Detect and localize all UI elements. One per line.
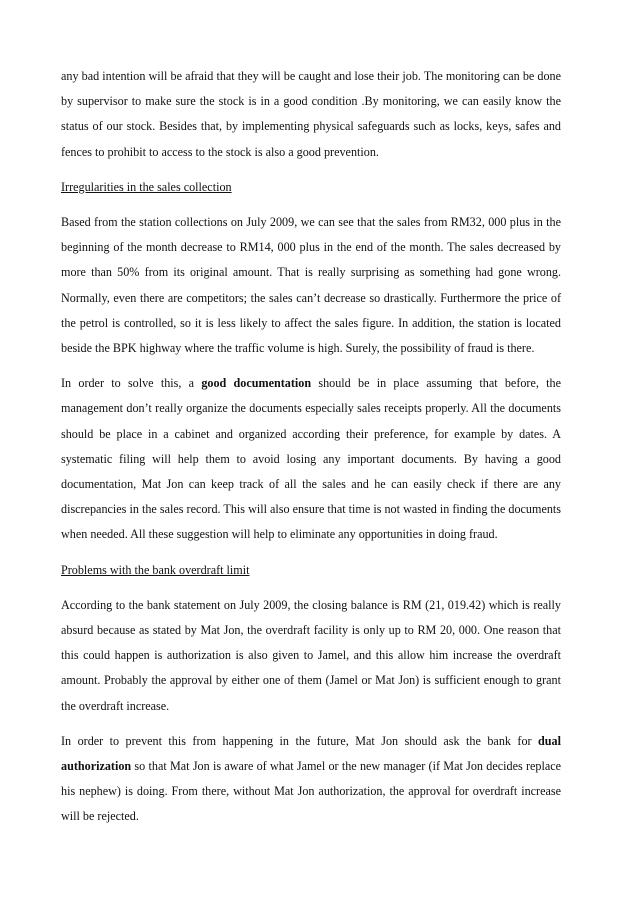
document-page xyxy=(61,64,561,840)
documentation-emphasis: good documentation xyxy=(201,376,312,391)
paragraph-monitoring: any bad intention will be afraid that they will be caught and lose their job. The monitoring can be done by supervisor to make sure the stock is in a good condition .By monitoring, we can easily know the status of our stock. Besides that, by implementing physical safeguards such as locks, keys, safes and fences to prohibit to access to the stock is also a good prevention. xyxy=(61,69,561,159)
paragraph-overdraft: According to the bank statement on July 2009, the closing balance is RM (21, 019.42) which is really absurd because as stated by Mat Jon, the overdraft facility is only up to RM 20, 000. One reason that this could happen is authorization is also given to Jamel, and this allow him increase the overdraft amount. Probably the approval by either one of them (Jamel or Mat Jon) is sufficient enough to grant the overdraft increase. xyxy=(61,597,561,713)
authorization-emphasis: dual authorization xyxy=(61,733,561,774)
heading-overdraft-problems: Problems with the bank overdraft limit xyxy=(61,562,250,577)
authorization-text-end: so that Mat Jon is aware of what Jamel or the new manager (if Mat Jon decides replace his nephew) is doing. From there, without Mat Jon authorization, the approval for overdraft increase will be rejected. xyxy=(61,759,561,824)
heading-sales-irregularities: Irregularities in the sales collection xyxy=(61,179,232,194)
paragraph-sales-decrease: Based from the station collections on July 2009, we can see that the sales from RM32, 000 plus in the beginning of the month decrease to RM14, 000 plus in the end of the month. The sales decreased by more than 50% from its original amount. That is really surprising as something had gone wrong. Normally, even there are competitors; the sales can’t decrease so drastically. Furthermore the price of the petrol is controlled, so it is less likely to affect the sales figure. In addition, the station is located beside the BPK highway where the traffic volume is high. Surely, the possibility of fraud is there. xyxy=(61,215,561,356)
authorization-text-start: In order to prevent this from happening in the future, Mat Jon should ask the bank for xyxy=(61,733,539,748)
paragraph-documentation xyxy=(61,371,561,547)
documentation-text-start: In order to solve this, a xyxy=(61,376,202,391)
paragraph-dual-authorization xyxy=(61,729,561,830)
documentation-text-end: should be in place assuming that before, the management don’t really organize the documents especially sales receipts properly. All the documents should be place in a cabinet and organized according their preference, for example by dates. A systematic filing will help them to avoid losing any important documents. By having a good documentation, Mat Jon can keep track of all the sales and he can easily check if there are any discrepancies in the sales record. This will also ensure that time is not wasted in finding the documents when needed. All these suggestion will help to eliminate any opportunities in doing fraud. xyxy=(61,376,561,542)
